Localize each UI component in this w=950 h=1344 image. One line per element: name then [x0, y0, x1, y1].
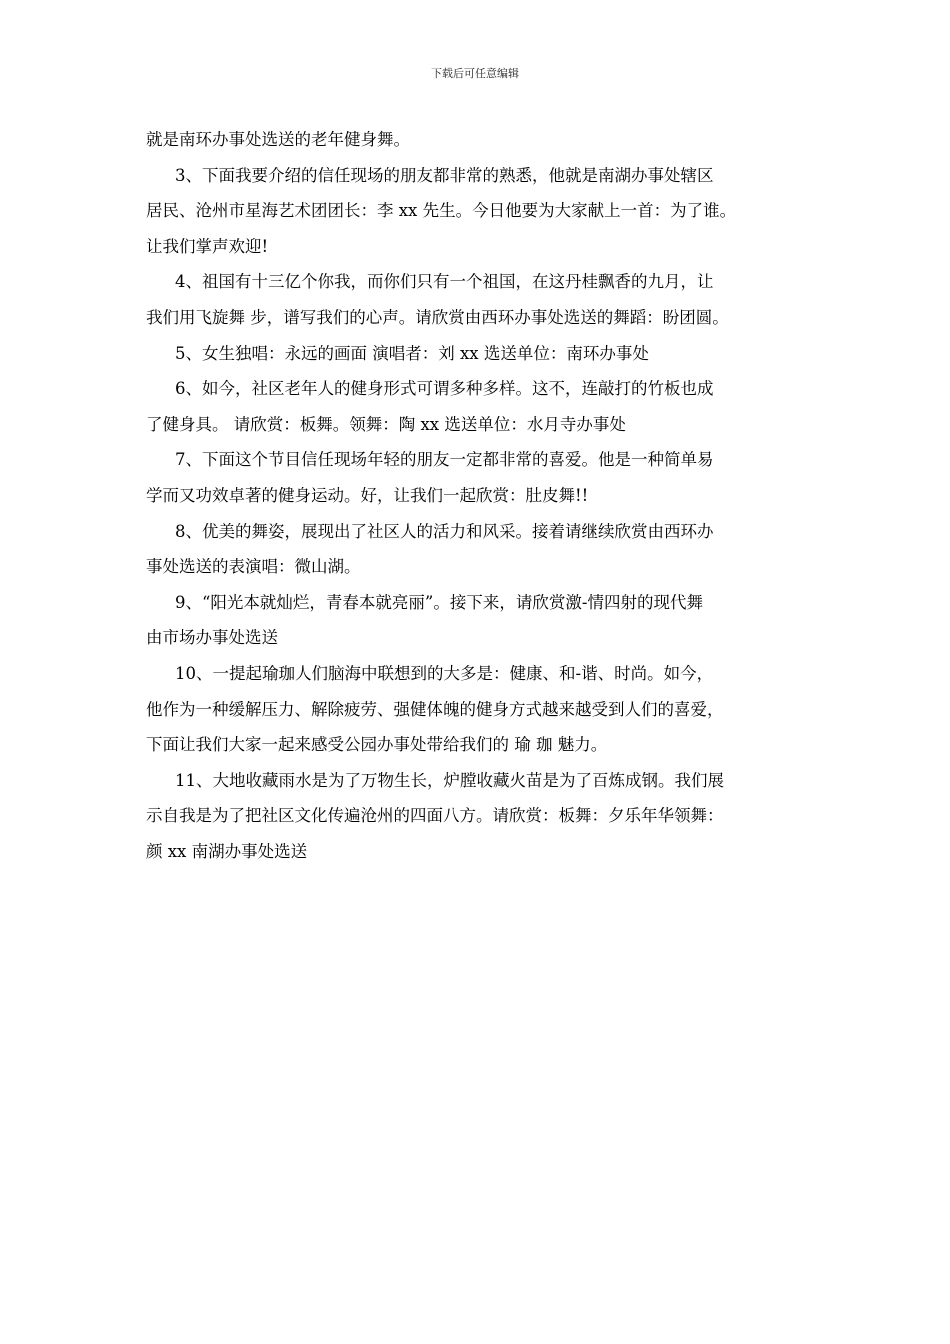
text-line: 示自我是为了把社区文化传遍沧州的四面八方。请欣赏：板舞：夕乐年华领舞： — [146, 806, 724, 826]
text-line: 9、“阳光本就灿烂，青春本就亮丽”。接下来，请欣赏激-情四射的现代舞 — [175, 592, 703, 612]
text-line: 居民、沧州市星海艺术团团长：李 xx 先生。今日他要为大家献上一首：为了谁。 — [146, 201, 737, 221]
text-line: 11、大地收藏雨水是为了万物生长，炉膛收藏火苗是为了百炼成钢。我们展 — [175, 770, 724, 790]
text-line: 8、优美的舞姿，展现出了社区人的活力和风采。接着请继续欣赏由西环办 — [175, 521, 714, 541]
page-header: 下载后可任意编辑 — [431, 67, 519, 80]
text-line: 我们用飞旋舞 步，谱写我们的心声。请欣赏由西环办事处选送的舞蹈：盼团圆。 — [146, 307, 729, 327]
text-line: 就是南环办事处选送的老年健身舞。 — [146, 130, 410, 149]
text-line: 了健身具。 请欣赏：板舞。领舞：陶 xx 选送单位：水月寺办事处 — [146, 414, 626, 434]
document-body — [146, 122, 826, 869]
text-line: 颜 xx 南湖办事处选送 — [146, 841, 308, 861]
text-line: 下面让我们大家一起来感受公园办事处带给我们的 瑜 珈 魅力。 — [146, 735, 608, 755]
text-line: 学而又功效卓著的健身运动。好，让我们一起欣赏：肚皮舞!! — [146, 485, 589, 505]
text-line: 5、女生独唱：永远的画面 演唱者：刘 xx 选送单位：南环办事处 — [175, 343, 649, 363]
text-line: 由市场办事处选送 — [146, 628, 278, 648]
text-line: 事处选送的表演唱：微山湖。 — [146, 557, 361, 577]
text-line: 4、祖国有十三亿个你我，而你们只有一个祖国，在这丹桂飘香的九月，让 — [175, 272, 714, 292]
text-line: 6、如今，社区老年人的健身形式可谓多种多样。这不，连敲打的竹板也成 — [175, 379, 714, 399]
text-line: 他作为一种缓解压力、解除疲劳、强健体魄的健身方式越来越受到人们的喜爱， — [146, 699, 724, 719]
text-line: 10、一提起瑜珈人们脑海中联想到的大多是：健康、和-谐、时尚。如今， — [175, 663, 714, 683]
text-line: 3、下面我要介绍的信任现场的朋友都非常的熟悉，他就是南湖办事处辖区 — [175, 165, 714, 185]
text-line: 7、下面这个节目信任现场年轻的朋友一定都非常的喜爱。他是一种简单易 — [175, 450, 714, 470]
text-line: 让我们掌声欢迎! — [146, 236, 269, 256]
